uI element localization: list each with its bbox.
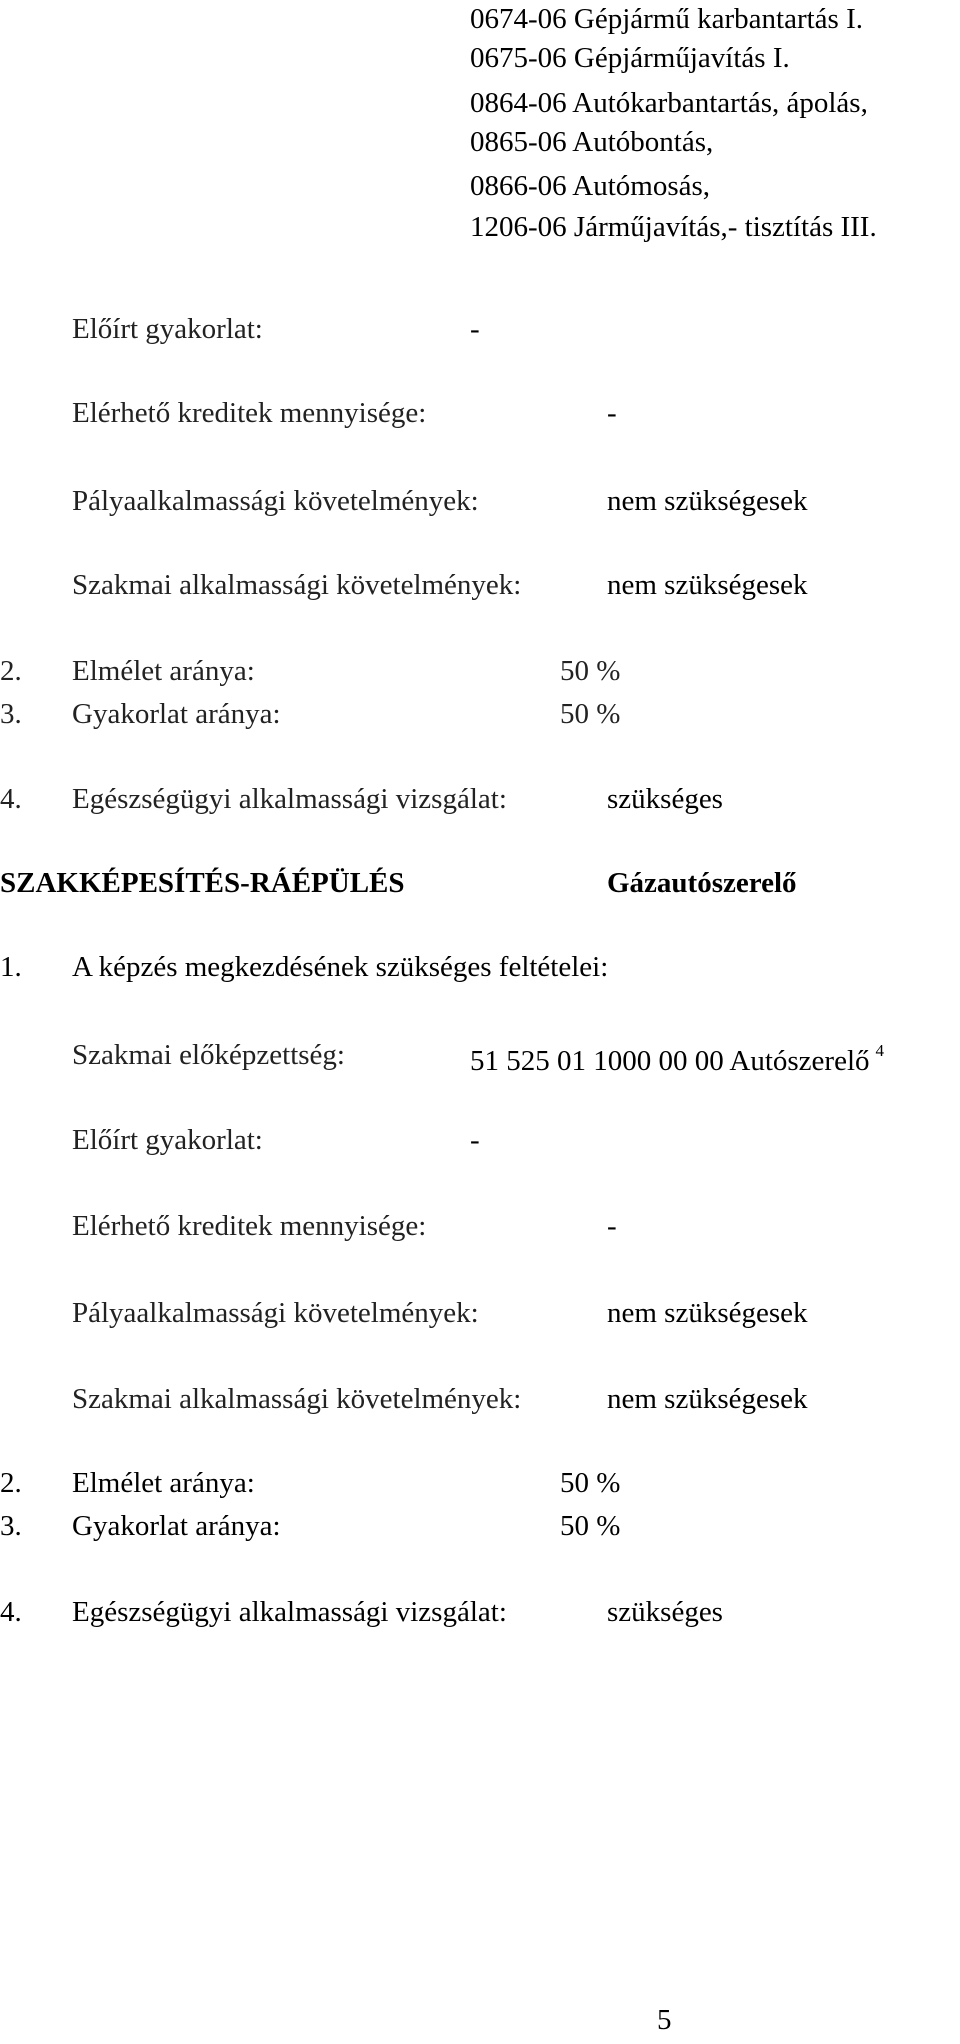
palyaalkalmassagi-value: nem szükségesek bbox=[607, 485, 808, 517]
footnote-marker: 4 bbox=[875, 1041, 885, 1060]
eloirt-gyakorlat-value: - bbox=[470, 313, 480, 345]
gyakorlat-label: Gyakorlat aránya: bbox=[72, 698, 281, 730]
gyakorlat-value: 50 % bbox=[560, 1510, 621, 1542]
szakkepesites-heading: SZAKKÉPESÍTÉS-RÁÉPÜLÉS bbox=[0, 867, 405, 899]
gyakorlat-value: 50 % bbox=[560, 698, 621, 730]
szakmai-alkalmassagi-value: nem szükségesek bbox=[607, 1383, 808, 1415]
gyakorlat-number: 3. bbox=[0, 698, 22, 730]
module-line: 1206-06 Járműjavítás,- tisztítás III. bbox=[470, 211, 877, 243]
elmelet-label: Elmélet aránya: bbox=[72, 1467, 255, 1499]
szakmai-alkalmassagi-label: Szakmai alkalmassági követelmények: bbox=[72, 1383, 522, 1415]
module-line: 0866-06 Autómosás, bbox=[470, 170, 711, 202]
module-line: 0674-06 Gépjármű karbantartás I. bbox=[470, 3, 863, 35]
kreditek-value: - bbox=[607, 397, 617, 429]
feltetelek-label: A képzés megkezdésének szükséges feltételei: bbox=[72, 951, 609, 983]
feltetelek-number: 1. bbox=[0, 951, 22, 983]
szakmai-alkalmassagi-value: nem szükségesek bbox=[607, 569, 808, 601]
palyaalkalmassagi-label: Pályaalkalmassági követelmények: bbox=[72, 1297, 479, 1329]
egeszsegugyi-number: 4. bbox=[0, 783, 22, 815]
eloirt-gyakorlat-value: - bbox=[470, 1124, 480, 1156]
elmelet-value: 50 % bbox=[560, 655, 621, 687]
elmelet-number: 2. bbox=[0, 655, 22, 687]
szakkepesites-name: Gázautószerelő bbox=[607, 867, 797, 899]
module-line: 0864-06 Autókarbantartás, ápolás, bbox=[470, 87, 868, 119]
page-number: 5 bbox=[657, 2004, 672, 2036]
kreditek-label: Elérhető kreditek mennyisége: bbox=[72, 1210, 427, 1242]
elmelet-value: 50 % bbox=[560, 1467, 621, 1499]
egeszsegugyi-value: szükséges bbox=[607, 1596, 723, 1628]
eloirt-gyakorlat-label: Előírt gyakorlat: bbox=[72, 313, 263, 345]
gyakorlat-label: Gyakorlat aránya: bbox=[72, 1510, 281, 1542]
kreditek-label: Elérhető kreditek mennyisége: bbox=[72, 397, 427, 429]
egeszsegugyi-label: Egészségügyi alkalmassági vizsgálat: bbox=[72, 783, 507, 815]
egeszsegugyi-number: 4. bbox=[0, 1596, 22, 1628]
kreditek-value: - bbox=[607, 1210, 617, 1242]
module-line: 0865-06 Autóbontás, bbox=[470, 126, 714, 158]
module-line: 0675-06 Gépjárműjavítás I. bbox=[470, 42, 790, 74]
palyaalkalmassagi-label: Pályaalkalmassági követelmények: bbox=[72, 485, 479, 517]
eloirt-gyakorlat-label: Előírt gyakorlat: bbox=[72, 1124, 263, 1156]
egeszsegugyi-label: Egészségügyi alkalmassági vizsgálat: bbox=[72, 1596, 507, 1628]
elmelet-number: 2. bbox=[0, 1467, 22, 1499]
elokepzettseg-value bbox=[470, 1041, 885, 1082]
palyaalkalmassagi-value: nem szükségesek bbox=[607, 1297, 808, 1329]
elmelet-label: Elmélet aránya: bbox=[72, 655, 255, 687]
szakmai-alkalmassagi-label: Szakmai alkalmassági követelmények: bbox=[72, 569, 522, 601]
gyakorlat-number: 3. bbox=[0, 1510, 22, 1542]
elokepzettseg-label: Szakmai előképzettség: bbox=[72, 1039, 345, 1071]
elokepzettseg-text: 51 525 01 1000 00 00 Autószerelő bbox=[470, 1045, 870, 1077]
egeszsegugyi-value: szükséges bbox=[607, 783, 723, 815]
